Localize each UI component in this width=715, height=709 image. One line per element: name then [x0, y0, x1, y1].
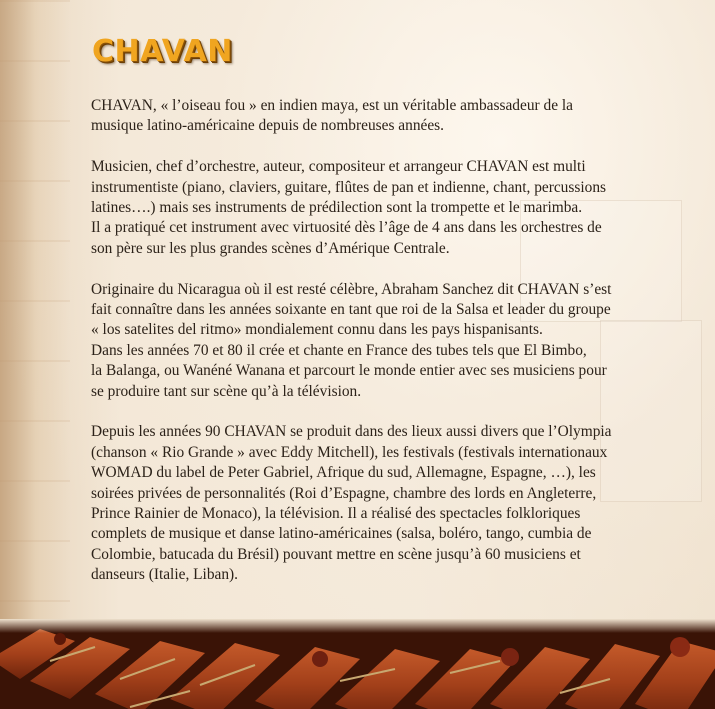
text-line: son père sur les plus grandes scènes d’Amérique Centrale.: [91, 239, 450, 257]
text-line: fait connaître dans les années soixante en tant que roi de la Salsa et leader du groupe: [91, 301, 611, 319]
page-title: CHAVAN: [92, 34, 233, 69]
paragraph-career: [91, 422, 656, 585]
text-line: instrumentiste (piano, claviers, guitare, flûtes de pan et indienne, chant, percussions: [91, 178, 607, 196]
text-line: Prince Rainier de Monaco), la télévision. Il a réalisé des spectacles folkloriques: [91, 505, 581, 523]
marimba-illustration: [0, 619, 715, 709]
text-line: danseurs (Italie, Liban).: [91, 566, 239, 584]
text-line: Depuis les années 90 CHAVAN se produit dans des lieux aussi divers que l’Olympia: [91, 423, 612, 441]
text-line: « los satelites del ritmo» mondialement connu dans les pays hispanisants.: [91, 321, 543, 339]
text-line: Il a pratiqué cet instrument avec virtuosité dès l’âge de 4 ans dans les orchestres de: [91, 219, 602, 237]
text-line: musique latino-américaine depuis de nombreuses années.: [91, 117, 445, 135]
text-line: CHAVAN, « l’oiseau fou » en indien maya, est un véritable ambassadeur de la: [91, 97, 573, 114]
decorative-left-band: [0, 0, 70, 640]
text-line: soirées privées de personnalités (Roi d’Espagne, chambre des lords en Angleterre,: [91, 484, 597, 502]
paragraph-musician: [91, 157, 656, 259]
text-line: latines….) mais ses instruments de prédilection sont la trompette et le marimba.: [91, 199, 583, 217]
text-line: se produire tant sur scène qu’à la télévision.: [91, 382, 362, 400]
text-line: Colombie, batucada du Brésil) pouvant mettre en scène jusqu’à 60 musiciens et: [91, 545, 581, 563]
paragraph-intro: [91, 96, 656, 137]
text-line: (chanson « Rio Grande » avec Eddy Mitchell), les festivals (festivals internationaux: [91, 443, 608, 461]
marimba-photo: [0, 619, 715, 709]
text-line: Musicien, chef d’orchestre, auteur, compositeur et arrangeur CHAVAN est multi: [91, 158, 586, 176]
text-line: complets de musique et danse latino-américaines (salsa, boléro, tango, cumbia de: [91, 525, 592, 543]
paragraph-origins: [91, 280, 656, 402]
text-line: Dans les années 70 et 80 il crée et chante en France des tubes tels que El Bimbo,: [91, 341, 587, 359]
text-line: Originaire du Nicaragua où il est resté célèbre, Abraham Sanchez dit CHAVAN s’est: [91, 280, 612, 298]
text-line: la Balanga, ou Wanéné Wanana et parcourt le monde entier avec ses musiciens pour: [91, 362, 607, 380]
text-line: WOMAD du label de Peter Gabriel, Afrique du sud, Allemagne, Espagne, …), les: [91, 464, 596, 482]
biography-text: [91, 96, 656, 606]
